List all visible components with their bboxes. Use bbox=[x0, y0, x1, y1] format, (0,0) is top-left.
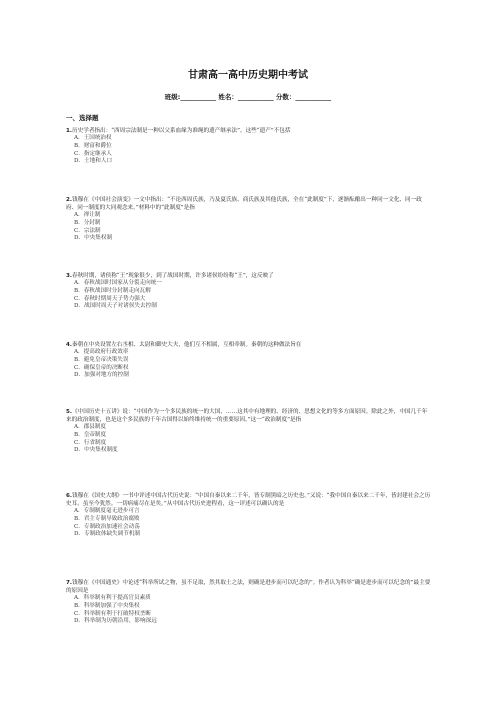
question-text: 历史学者指出：“西周宗法制是一种以父系血缘为准绳的遗产继承法”。这些“遗产”不包括 bbox=[72, 128, 291, 134]
option-b: B．分封制 bbox=[74, 219, 101, 226]
question-2 bbox=[66, 196, 432, 243]
question-number: 2. bbox=[66, 197, 73, 203]
question-text: 秦朝在中央设置左右丞相、太尉和御史大夫，他们互不相属，互相牵制。秦朝的这种做法旨在 bbox=[72, 342, 302, 348]
question-7 bbox=[66, 579, 432, 626]
option-a: A．郡县制度 bbox=[74, 424, 107, 430]
question-stem bbox=[66, 127, 432, 135]
option-d: D．中央集权制 bbox=[74, 235, 113, 242]
question-4 bbox=[66, 341, 432, 380]
option-b: B．君主专制导致政治腐败 bbox=[74, 515, 140, 522]
option-d: D．中央集权制度 bbox=[74, 447, 118, 454]
option-b: B．春秋战国时分封制走向瓦解 bbox=[74, 287, 151, 294]
option-a: A．专制制度毫无进步可言 bbox=[74, 508, 140, 514]
option-d: D．专制政体缺失调节机制 bbox=[74, 531, 141, 538]
question-6 bbox=[66, 492, 432, 539]
option-c: C．宗法制 bbox=[74, 227, 101, 234]
option-a: A．禅让制 bbox=[74, 212, 101, 218]
section-heading: 一、选择题 bbox=[66, 114, 99, 122]
page-title: 甘肃高一高中历史期中考试 bbox=[188, 70, 308, 81]
question-stem bbox=[66, 579, 432, 595]
question-number: 7. bbox=[66, 580, 73, 586]
option-d: D．土地和人口 bbox=[74, 158, 113, 165]
option-c: C．行省制度 bbox=[74, 439, 107, 446]
question-5 bbox=[66, 408, 432, 455]
question-number: 5. bbox=[66, 409, 73, 415]
question-stem bbox=[66, 408, 432, 424]
option-b: B．避免皇帝决策失误 bbox=[74, 356, 129, 363]
question-number: 1. bbox=[66, 128, 73, 134]
question-number: 6. bbox=[66, 493, 73, 499]
question-text: 钱穆在《国史大纲》一书中评述中国古代历史说：“中国自秦以来二千年，皆专制黑暗之历史也。”又说：“我中国自秦以来二千年，皆封建社会之历史耳，虽至今犹然。一切病痛尽在是矣。”从中国古代历史进程看，这一评述可以确认的是 bbox=[66, 493, 431, 507]
option-a: A．王国统治权 bbox=[74, 135, 112, 141]
student-info-line: 班级:___________ 姓名：___________ 分数：___________ bbox=[164, 93, 332, 101]
question-number: 3. bbox=[66, 273, 73, 279]
question-3 bbox=[66, 272, 432, 311]
question-stem bbox=[66, 272, 432, 280]
question-number: 4. bbox=[66, 342, 73, 348]
question-1 bbox=[66, 127, 432, 166]
option-c: C．专制政治加速社会动荡 bbox=[74, 523, 140, 530]
option-b: B．皇帝制度 bbox=[74, 431, 107, 438]
option-a: A．科举制有利于提高官员素质 bbox=[74, 595, 151, 601]
question-stem bbox=[66, 492, 432, 508]
option-c: C．春秋时期周天子势力强大 bbox=[74, 295, 146, 302]
question-text: 钱穆在《中国通史》中论述“科举所试之物，虽不足取，然其取士之法，则确是进步而可以纪念的”。作者认为科举“确是进步而可以纪念的”最主要的原因是 bbox=[66, 580, 431, 594]
option-d: D．战国时周天子对诸侯失去控制 bbox=[74, 303, 157, 310]
option-a: A．春秋战国时国家从分裂走向统一 bbox=[74, 280, 162, 286]
question-text: 钱穆在《中国社会演变》一文中指出：“不论西周氏族，乃及夏氏族、商氏族及其他氏族，全在“此制度”下，逐渐酝酿出一种同一文化、同一政府、同一制度的大同观念来。”材料中的“此制度”是指 bbox=[66, 197, 422, 211]
option-b: B．财富和爵位 bbox=[74, 142, 112, 149]
question-stem bbox=[66, 196, 432, 212]
question-text: 《中国历史十五讲》说：“中国作为一个多民族的统一的大国，……这其中有地理的、经济的、思想文化的等多方面原因。除此之外，中国几千年来的政治制度，也是这个多民族的千年古国得以始终维持统一的重要原因。”这一“政治制度”是指 bbox=[66, 409, 428, 423]
option-d: D．加强对地方的控制 bbox=[74, 372, 129, 379]
question-text: 春秋时期，诸侯称“王”现象很少，到了战国时期，许多诸侯纷纷称“王”，这反映了 bbox=[72, 273, 274, 279]
question-stem bbox=[66, 341, 432, 349]
option-b: B．科举制加强了中央集权 bbox=[74, 602, 140, 609]
option-c: C．科举制有利于打破特权垄断 bbox=[74, 610, 151, 617]
option-d: D．科举制为历朝沿用，影响深远 bbox=[74, 618, 157, 625]
option-c: C．确保皇帝的决断权 bbox=[74, 364, 129, 371]
option-c: C．指定继承人 bbox=[74, 150, 112, 157]
option-a: A．提高政府行政效率 bbox=[74, 349, 129, 355]
